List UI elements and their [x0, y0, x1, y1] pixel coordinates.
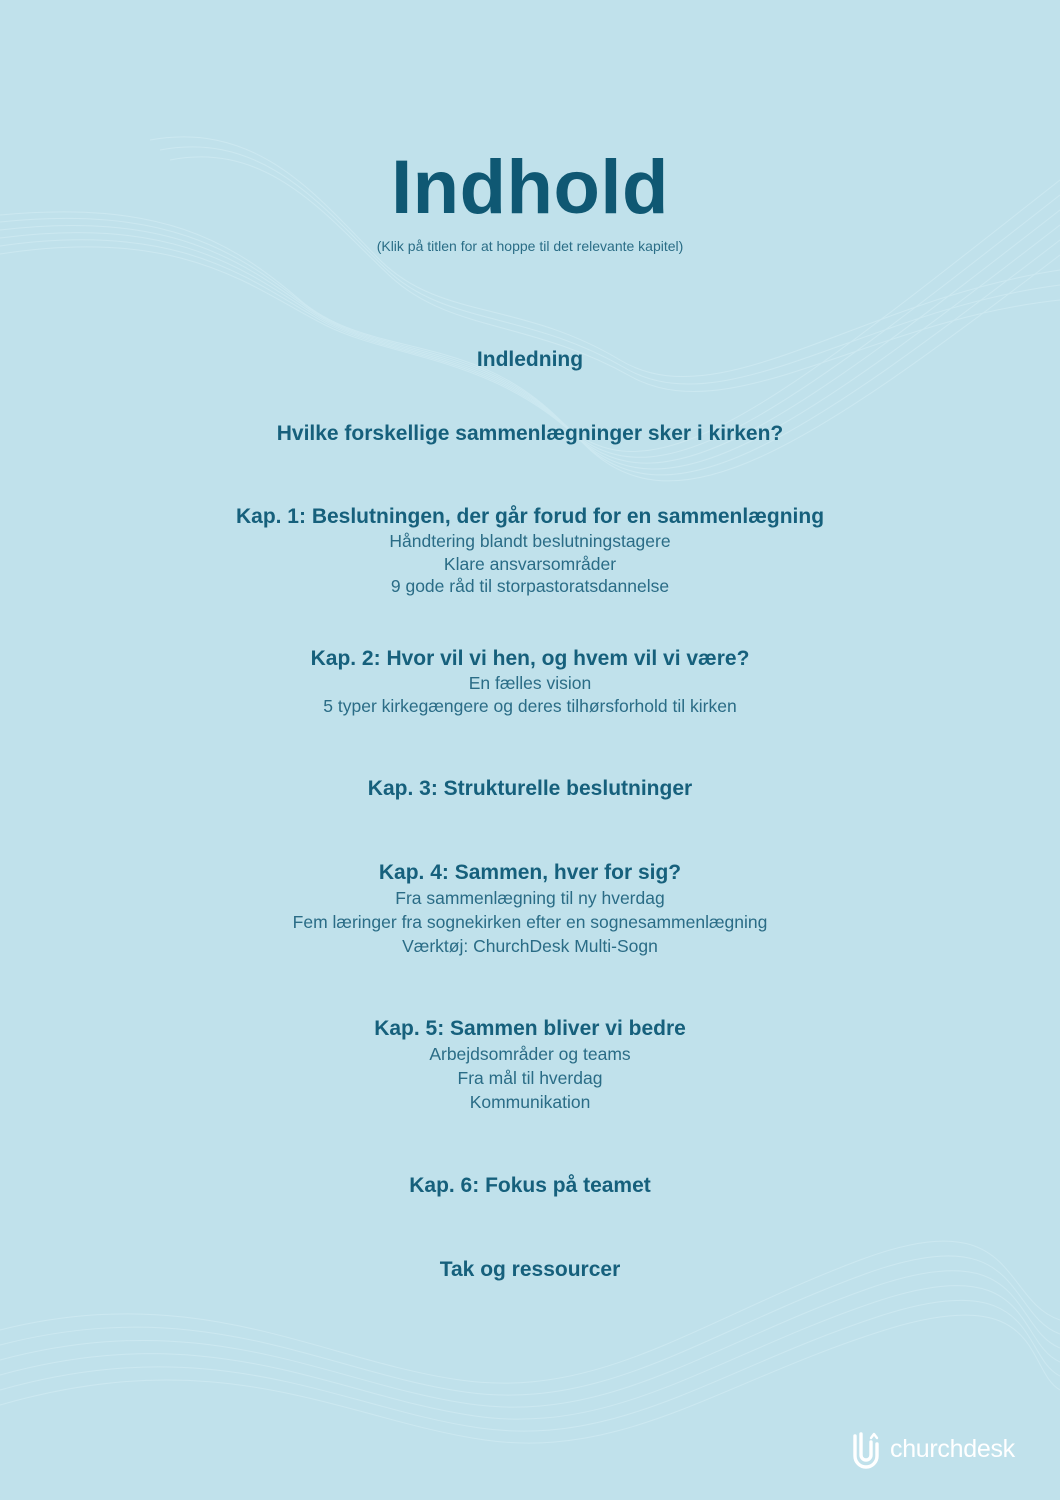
toc-subitem[interactable]: Fra mål til hverdag	[457, 1068, 603, 1088]
page-title: Indhold	[391, 145, 669, 230]
toc-item-tak-og-ressourcer[interactable]	[0, 1257, 1060, 1283]
toc-heading[interactable]: Kap. 6: Fokus på teamet	[409, 1174, 651, 1197]
toc-item-kap-4[interactable]	[0, 860, 1060, 958]
toc-item-kap-3[interactable]	[0, 776, 1060, 802]
toc-item-kap-2[interactable]	[0, 646, 1060, 717]
toc-heading[interactable]: Kap. 1: Beslutningen, der går forud for en sammenlægning	[235, 505, 825, 528]
churchdesk-logo-icon	[848, 1428, 884, 1470]
toc-subitem[interactable]: Fem læringer fra sognekirken efter en sognesammenlægning	[292, 912, 768, 932]
toc-subitem[interactable]: Fra sammenlægning til ny hverdag	[395, 888, 665, 908]
toc-subitem[interactable]: En fælles vision	[468, 673, 592, 693]
toc-subitem[interactable]: 9 gode råd til storpastoratsdannelse	[390, 576, 670, 596]
toc-subitem[interactable]: Kommunikation	[469, 1092, 591, 1112]
logo-text: churchdesk	[890, 1434, 1015, 1463]
toc-item-kap-1[interactable]	[0, 504, 1060, 598]
toc-heading[interactable]: Kap. 2: Hvor vil vi hen, og hvem vil vi være?	[310, 647, 750, 670]
toc-item-kap-6[interactable]	[0, 1173, 1060, 1199]
toc-heading[interactable]: Kap. 4: Sammen, hver for sig?	[378, 861, 682, 884]
toc-heading[interactable]: Kap. 3: Strukturelle beslutninger	[367, 777, 693, 800]
toc-subitem[interactable]: Værktøj: ChurchDesk Multi-Sogn	[402, 936, 658, 956]
toc-subitem[interactable]: Klare ansvarsområder	[443, 553, 617, 574]
toc-subitem[interactable]: 5 typer kirkegængere og deres tilhørsforhold til kirken	[323, 695, 737, 716]
toc-heading[interactable]: Hvilke forskellige sammenlægninger sker i kirken?	[276, 422, 784, 445]
toc-item-indledning[interactable]	[0, 347, 1060, 373]
toc-subitem[interactable]: Arbejdsområder og teams	[429, 1044, 631, 1064]
toc-heading[interactable]: Kap. 5: Sammen bliver vi bedre	[374, 1017, 686, 1040]
toc-heading[interactable]: Indledning	[476, 348, 584, 371]
page-subtitle: (Klik på titlen for at hoppe til det relevante kapitel)	[376, 238, 684, 254]
toc-item-sammenlaegninger[interactable]	[0, 421, 1060, 447]
toc-heading[interactable]: Tak og ressourcer	[439, 1258, 621, 1281]
toc-item-kap-5[interactable]	[0, 1016, 1060, 1114]
toc-subitem[interactable]: Håndtering blandt beslutningstagere	[389, 531, 671, 551]
churchdesk-logo	[848, 1428, 1028, 1470]
